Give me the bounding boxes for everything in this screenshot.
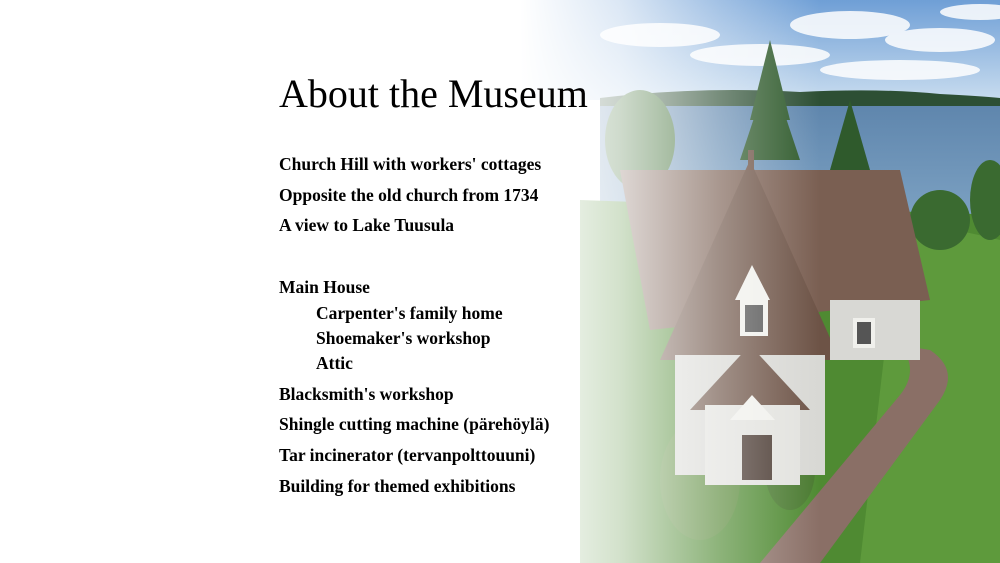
sub-bullet-shoemaker: Shoemaker's workshop xyxy=(316,328,491,348)
bullet-main-house: Main House xyxy=(279,277,370,297)
bullet-blacksmith: Blacksmith's workshop xyxy=(279,384,454,404)
sub-bullet-carpenter: Carpenter's family home xyxy=(316,303,503,323)
bullet-lake-view: A view to Lake Tuusula xyxy=(279,215,455,235)
bullet-shingle-machine: Shingle cutting machine (pärehöylä) xyxy=(279,414,550,434)
bullet-old-church: Opposite the old church from 1734 xyxy=(279,185,539,205)
sub-bullet-attic: Attic xyxy=(316,353,353,373)
bullet-church-hill: Church Hill with workers' cottages xyxy=(279,154,542,174)
bullet-themed-exhibitions: Building for themed exhibitions xyxy=(279,476,516,496)
slide-title: About the Museum xyxy=(279,71,588,116)
bullet-tar-incinerator: Tar incinerator (tervanpolttouuni) xyxy=(279,445,536,465)
